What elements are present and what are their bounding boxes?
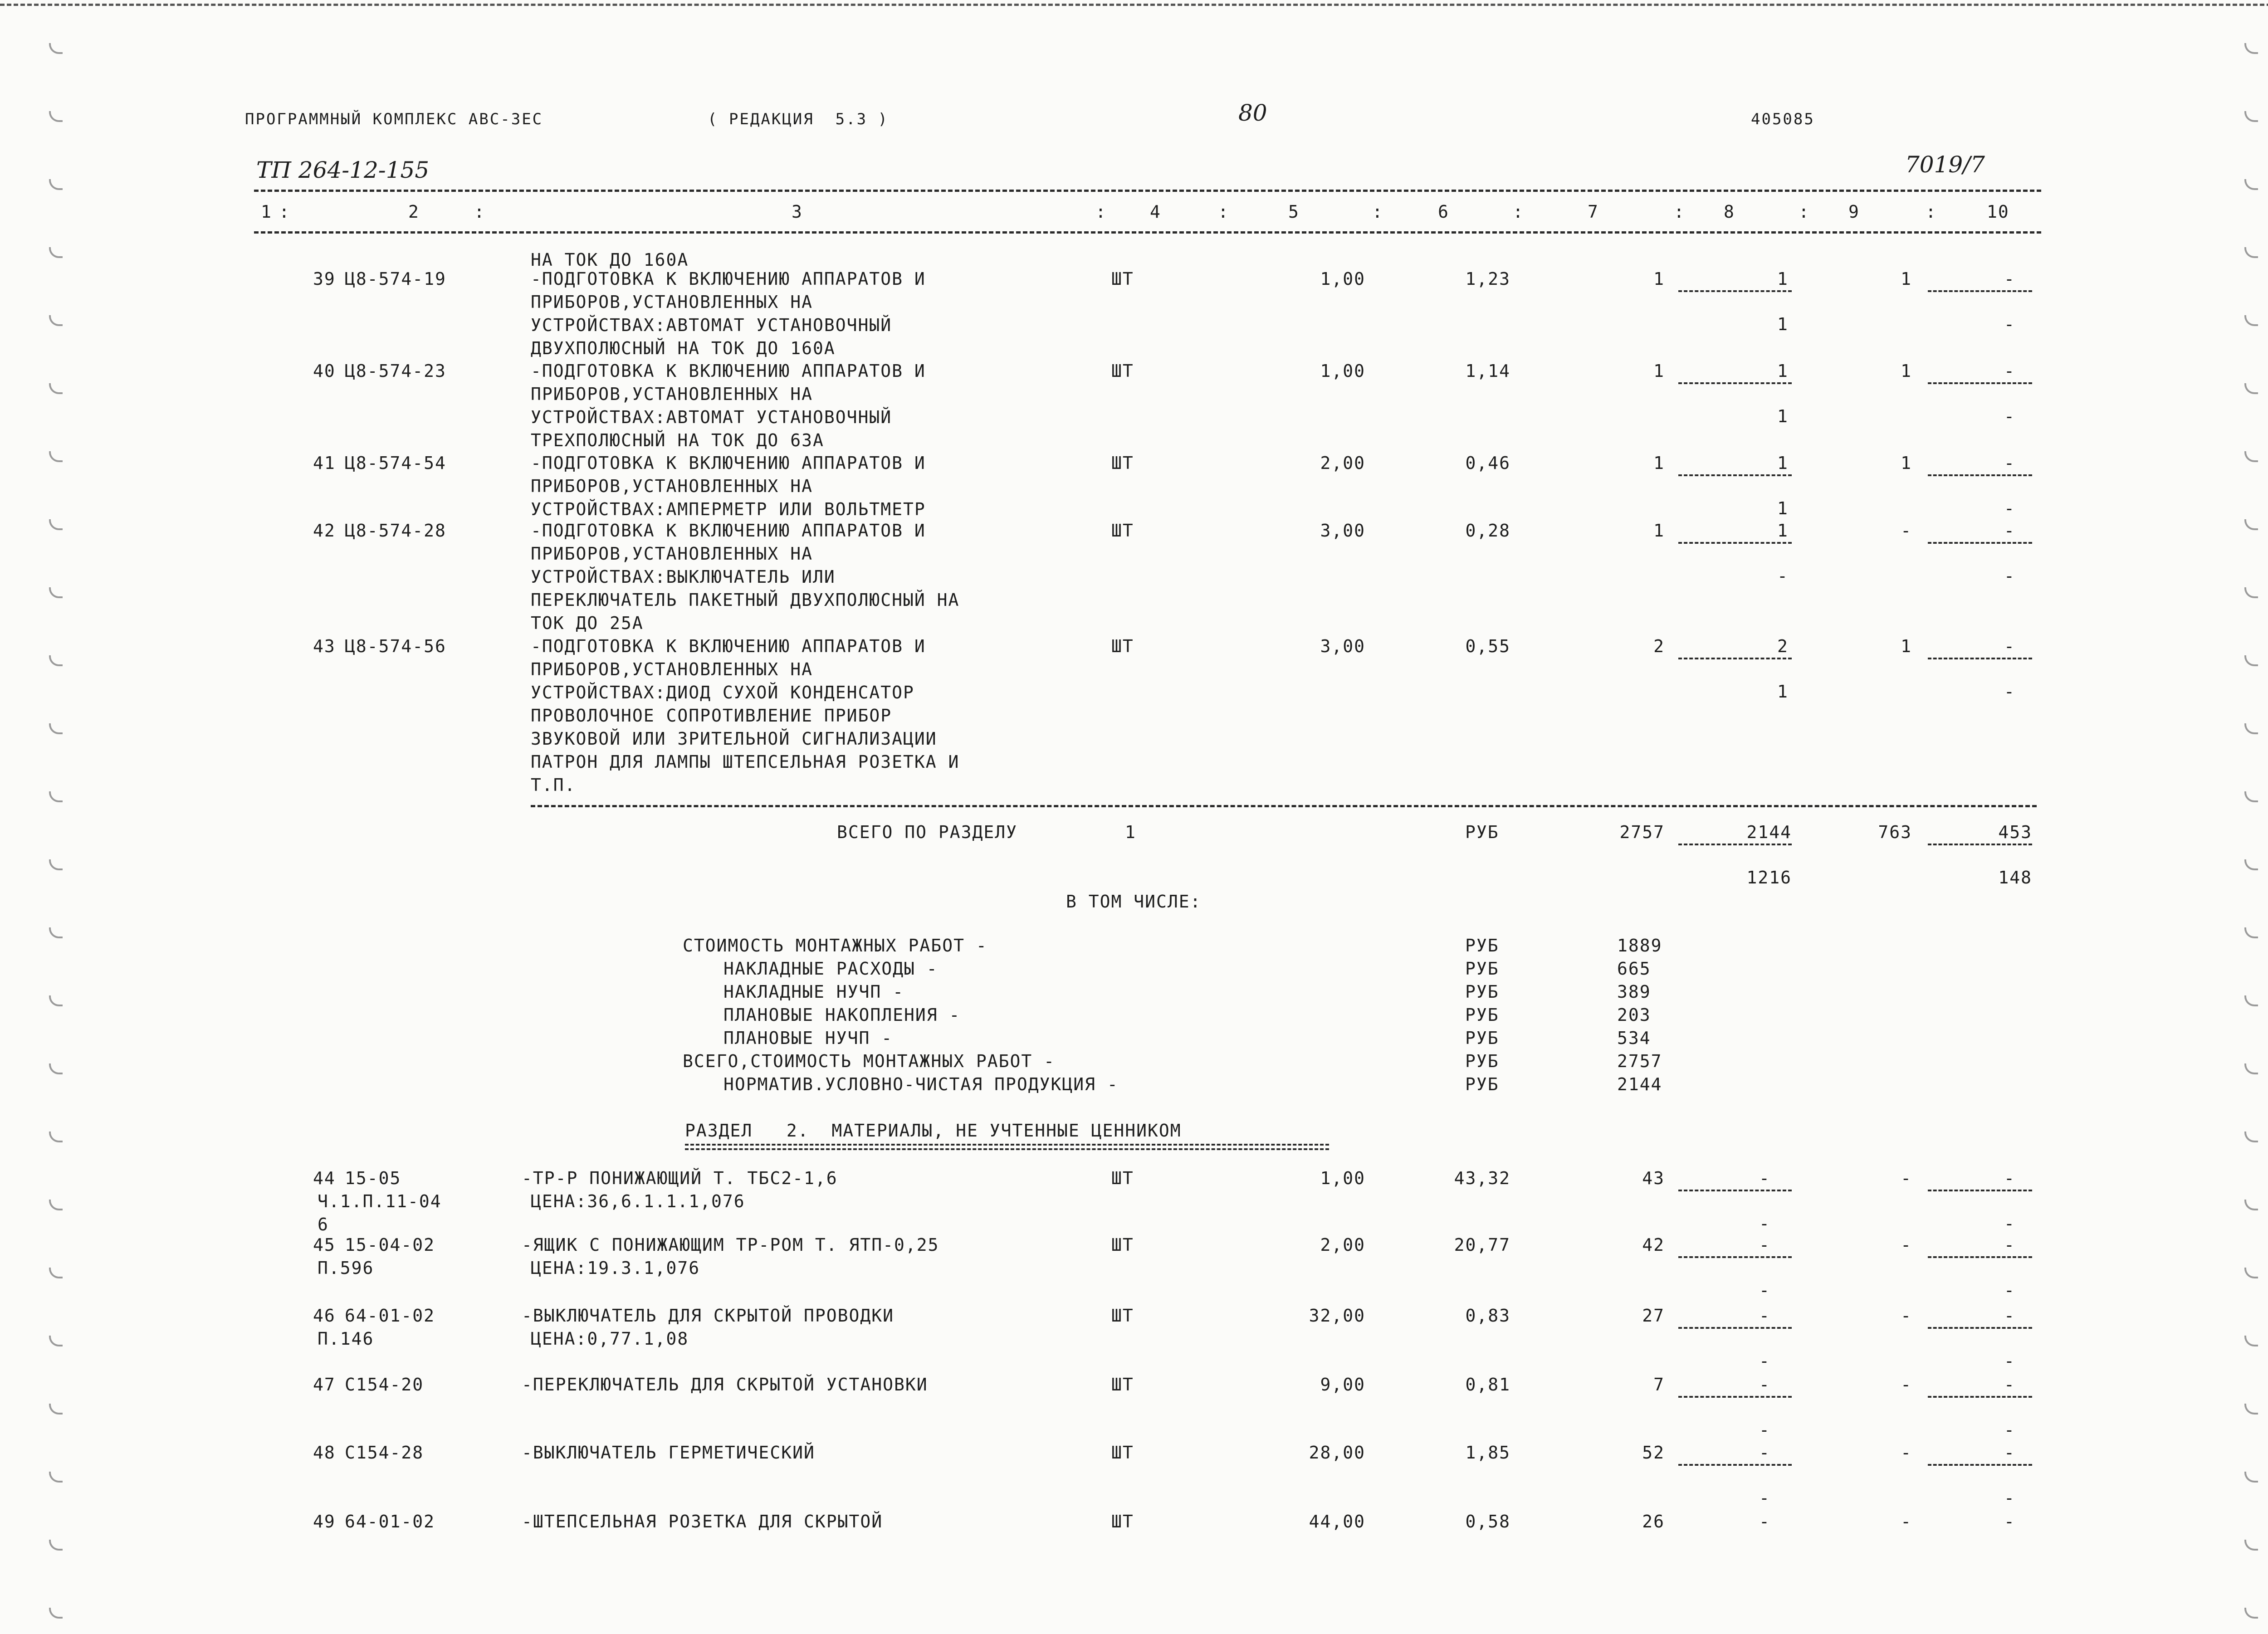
feed-hole-mark — [49, 587, 63, 598]
column-number-8: 8 — [1724, 202, 1735, 222]
total-machine-cost: 763 — [1878, 822, 1912, 842]
row-fraction-rule — [1678, 1464, 1792, 1466]
row-description: -ТР-Р ПОНИЖАЮЩИЙ Т. ТБС2-1,6 — [522, 1168, 838, 1188]
feed-hole-mark — [49, 1132, 63, 1142]
printer-paper-edge — [0, 4, 2268, 6]
row-unit-price: 0,46 — [1465, 453, 1510, 473]
row-code: Ц8-574-56 — [345, 636, 446, 656]
feed-hole-mark — [49, 519, 63, 530]
page-number: 80 — [1238, 100, 1267, 126]
row-number: 42 — [313, 521, 336, 541]
row-fraction-rule — [1678, 474, 1792, 476]
feed-hole-mark — [2244, 1132, 2258, 1142]
row-description: ПРИБОРОВ,УСТАНОВЛЕННЫХ НА — [531, 659, 813, 679]
breakdown-unit: РУБ — [1465, 959, 1499, 979]
column-number-1: 1 — [261, 202, 272, 222]
row-total-cost: 1 — [1653, 521, 1665, 541]
total-col10-bottom: 148 — [1998, 868, 2032, 888]
row-code: Ч.1.П.11-04 — [318, 1191, 442, 1211]
row-quantity: 44,00 — [1309, 1512, 1365, 1532]
row-unit-price: 43,32 — [1454, 1168, 1510, 1188]
row-quantity: 1,00 — [1320, 269, 1365, 289]
breakdown-unit: РУБ — [1465, 1028, 1499, 1048]
breakdown-label: НОРМАТИВ.УСЛОВНО-ЧИСТАЯ ПРОДУКЦИЯ - — [723, 1074, 1119, 1094]
row-wage-top: - — [1759, 1375, 1770, 1395]
sheet-reference: 7019/7 — [1905, 151, 1985, 178]
row-code: 64-01-02 — [345, 1306, 435, 1326]
row-col10-top: - — [2004, 1443, 2015, 1463]
row-fraction-rule — [1928, 542, 2032, 544]
row-col10-bottom: - — [2004, 1214, 2015, 1234]
total-wage-top: 2144 — [1746, 822, 1792, 842]
column-separator: : — [279, 202, 290, 222]
row-col10-bottom: - — [2004, 406, 2015, 426]
row-col10-top: - — [2004, 636, 2015, 656]
row-wage-top: - — [1759, 1235, 1770, 1255]
row-col10-top: - — [2004, 453, 2015, 473]
row-machine-cost: - — [1901, 1512, 1912, 1532]
row-col10-top: - — [2004, 1306, 2015, 1326]
row-unit-price: 20,77 — [1454, 1235, 1510, 1255]
feed-hole-mark — [49, 791, 63, 802]
column-number-2: 2 — [408, 202, 420, 222]
row-description: -ПОДГОТОВКА К ВКЛЮЧЕНИЮ АППАРАТОВ И — [531, 269, 926, 289]
breakdown-unit: РУБ — [1465, 936, 1499, 956]
row-wage-bottom: 1 — [1777, 406, 1789, 426]
row-col10-bottom: - — [2004, 314, 2015, 334]
row-col10-bottom: - — [2004, 682, 2015, 702]
row-machine-cost: - — [1901, 521, 1912, 541]
row-wage-top: - — [1759, 1512, 1770, 1532]
row-fraction-rule — [1678, 1256, 1792, 1258]
row-description: ПРИБОРОВ,УСТАНОВЛЕННЫХ НА — [531, 384, 813, 404]
row-description: УСТРОЙСТВАХ:ДИОД СУХОЙ КОНДЕНСАТОР — [531, 683, 914, 702]
column-separator: : — [1095, 202, 1107, 222]
row-unit-price: 1,23 — [1465, 269, 1510, 289]
row-wage-top: 1 — [1777, 361, 1789, 381]
row-unit: ШТ — [1111, 1512, 1134, 1532]
row-code: Ц8-574-19 — [345, 269, 446, 289]
total-section-number: 1 — [1125, 822, 1136, 842]
row-unit-price: 0,55 — [1465, 636, 1510, 656]
row-quantity: 1,00 — [1320, 1168, 1365, 1188]
row-unit: ШТ — [1111, 1168, 1134, 1188]
row-wage-bottom: 1 — [1777, 314, 1789, 334]
row-unit: ШТ — [1111, 521, 1134, 541]
feed-hole-mark — [2244, 587, 2258, 598]
feed-hole-mark — [49, 451, 63, 462]
row-wage-top: - — [1759, 1306, 1770, 1326]
breakdown-unit: РУБ — [1465, 1051, 1499, 1071]
row-wage-bottom: 1 — [1777, 682, 1789, 702]
row-wage-bottom: - — [1759, 1280, 1770, 1300]
row-total-cost: 27 — [1642, 1306, 1665, 1326]
breakdown-label: НАКЛАДНЫЕ РАСХОДЫ - — [723, 959, 938, 979]
row-fraction-rule — [1928, 1396, 2032, 1398]
row-machine-cost: - — [1901, 1443, 1912, 1463]
row-fraction-rule — [1928, 474, 2032, 476]
row-number: 49 — [313, 1512, 336, 1532]
row-unit-price: 1,14 — [1465, 361, 1510, 381]
document-code: 405085 — [1751, 110, 1815, 128]
row-description: ДВУХПОЛЮСНЫЙ НА ТОК ДО 160А — [531, 338, 836, 358]
row-code: П.596 — [318, 1258, 374, 1278]
row-description: ПРИБОРОВ,УСТАНОВЛЕННЫХ НА — [531, 476, 813, 496]
row-description: ПЕРЕКЛЮЧАТЕЛЬ ПАКЕТНЫЙ ДВУХПОЛЮСНЫЙ НА — [531, 590, 960, 610]
row-total-cost: 26 — [1642, 1512, 1665, 1532]
feed-hole-mark — [2244, 383, 2258, 394]
feed-hole-mark — [2244, 1608, 2258, 1619]
feed-hole-mark — [49, 1336, 63, 1346]
row-description: -ВЫКЛЮЧАТЕЛЬ ГЕРМЕТИЧЕСКИЙ — [522, 1443, 815, 1463]
row-quantity: 3,00 — [1320, 636, 1365, 656]
column-number-7: 7 — [1588, 202, 1599, 222]
row-unit: ШТ — [1111, 1375, 1134, 1395]
feed-hole-mark — [49, 1063, 63, 1074]
header-rule-top — [254, 190, 2041, 192]
row-unit: ШТ — [1111, 269, 1134, 289]
row-col10-bottom: - — [2004, 1280, 2015, 1300]
row-code: Ц8-574-23 — [345, 361, 446, 381]
feed-hole-mark — [49, 723, 63, 734]
row-unit: ШТ — [1111, 361, 1134, 381]
row-wage-top: 1 — [1777, 269, 1789, 289]
row-fraction-rule — [1928, 1464, 2032, 1466]
feed-hole-mark — [49, 859, 63, 870]
row-number: 41 — [313, 453, 336, 473]
row-quantity: 3,00 — [1320, 521, 1365, 541]
total-fraction-rule — [1928, 844, 2032, 845]
feed-hole-mark — [49, 315, 63, 326]
feed-hole-mark — [2244, 1063, 2258, 1074]
breakdown-label: НАКЛАДНЫЕ НУЧП - — [723, 982, 904, 1002]
column-separator: : — [1372, 202, 1383, 222]
lead-text: НА ТОК ДО 160А — [531, 250, 689, 270]
row-col10-top: - — [2004, 269, 2015, 289]
row-total-cost: 1 — [1653, 453, 1665, 473]
feed-hole-mark — [2244, 723, 2258, 734]
row-code: С154-20 — [345, 1375, 424, 1395]
row-description: -ПОДГОТОВКА К ВКЛЮЧЕНИЮ АППАРАТОВ И — [531, 453, 926, 473]
feed-hole-mark — [49, 43, 63, 54]
row-description: -ВЫКЛЮЧАТЕЛЬ ДЛЯ СКРЫТОЙ ПРОВОДКИ — [522, 1306, 894, 1326]
row-description: -ЯЩИК С ПОНИЖАЮЩИМ ТР-РОМ Т. ЯТП-0,25 — [522, 1235, 939, 1255]
breakdown-value: 1889 — [1617, 936, 1662, 956]
document-reference: ТП 264-12-155 — [256, 157, 430, 183]
row-col10-bottom: - — [2004, 1351, 2015, 1371]
row-col10-bottom: - — [2004, 566, 2015, 586]
row-quantity: 9,00 — [1320, 1375, 1365, 1395]
row-total-cost: 1 — [1653, 269, 1665, 289]
row-col10-top: - — [2004, 1375, 2015, 1395]
program-title: ПРОГРАММНЫЙ КОМПЛЕКС АВС-3ЕС — [245, 110, 543, 128]
row-description: ЗВУКОВОЙ ИЛИ ЗРИТЕЛЬНОЙ СИГНАЛИЗАЦИИ — [531, 729, 937, 749]
row-machine-cost: 1 — [1901, 636, 1912, 656]
breakdown-value: 665 — [1617, 959, 1651, 979]
feed-hole-mark — [2244, 179, 2258, 190]
row-unit-price: 1,85 — [1465, 1443, 1510, 1463]
column-separator: : — [1513, 202, 1524, 222]
row-fraction-rule — [1928, 658, 2032, 659]
row-total-cost: 43 — [1642, 1168, 1665, 1188]
row-unit-price: 0,58 — [1465, 1512, 1510, 1532]
row-code: 15-04-02 — [345, 1235, 435, 1255]
column-number-9: 9 — [1848, 202, 1860, 222]
feed-hole-mark — [49, 995, 63, 1006]
feed-hole-mark — [2244, 655, 2258, 666]
row-number: 40 — [313, 361, 336, 381]
row-fraction-rule — [1678, 290, 1792, 292]
row-number: 45 — [313, 1235, 336, 1255]
breakdown-value: 2144 — [1617, 1074, 1662, 1094]
feed-hole-mark — [49, 111, 63, 122]
row-quantity: 1,00 — [1320, 361, 1365, 381]
row-fraction-rule — [1928, 1256, 2032, 1258]
row-description: -ШТЕПСЕЛЬНАЯ РОЗЕТКА ДЛЯ СКРЫТОЙ — [522, 1512, 883, 1532]
column-number-3: 3 — [792, 202, 803, 222]
total-rule — [531, 805, 2037, 807]
row-description: ЦЕНА:0,77.1,08 — [531, 1329, 689, 1349]
row-unit: ШТ — [1111, 453, 1134, 473]
row-wage-bottom: 1 — [1777, 498, 1789, 518]
row-total-cost: 1 — [1653, 361, 1665, 381]
row-wage-top: - — [1759, 1443, 1770, 1463]
row-number: 43 — [313, 636, 336, 656]
row-fraction-rule — [1678, 542, 1792, 544]
row-wage-bottom: - — [1759, 1351, 1770, 1371]
row-description: ЦЕНА:36,6.1.1.1,076 — [531, 1191, 745, 1211]
row-col10-bottom: - — [2004, 1420, 2015, 1440]
row-description: -ПОДГОТОВКА К ВКЛЮЧЕНИЮ АППАРАТОВ И — [531, 636, 926, 656]
row-description: ПАТРОН ДЛЯ ЛАМПЫ ШТЕПСЕЛЬНАЯ РОЗЕТКА И — [531, 752, 960, 772]
row-col10-top: - — [2004, 361, 2015, 381]
row-code: Ц8-574-54 — [345, 453, 446, 473]
feed-hole-mark — [49, 1540, 63, 1551]
column-separator: : — [1799, 202, 1810, 222]
breakdown-label: ВСЕГО,СТОИМОСТЬ МОНТАЖНЫХ РАБОТ - — [683, 1051, 1055, 1071]
breakdown-label: СТОИМОСТЬ МОНТАЖНЫХ РАБОТ - — [683, 936, 987, 956]
row-description: ТРЕХПОЛЮСНЫЙ НА ТОК ДО 63А — [531, 430, 824, 450]
row-wage-top: 1 — [1777, 521, 1789, 541]
section-2-title: РАЗДЕЛ 2. МАТЕРИАЛЫ, НЕ УЧТЕННЫЕ ЦЕННИКОМ — [685, 1121, 1182, 1141]
row-fraction-rule — [1928, 1327, 2032, 1329]
total-cost: 2757 — [1619, 822, 1665, 842]
feed-hole-mark — [2244, 927, 2258, 938]
feed-hole-mark — [49, 1404, 63, 1415]
row-fraction-rule — [1678, 1396, 1792, 1398]
feed-hole-mark — [2244, 519, 2258, 530]
row-fraction-rule — [1678, 382, 1792, 384]
row-description: УСТРОЙСТВАХ:АВТОМАТ УСТАНОВОЧНЫЙ — [531, 407, 892, 427]
section-2-title-underline — [685, 1144, 1329, 1150]
feed-hole-mark — [2244, 315, 2258, 326]
feed-hole-mark — [49, 655, 63, 666]
row-machine-cost: - — [1901, 1235, 1912, 1255]
row-quantity: 28,00 — [1309, 1443, 1365, 1463]
row-wage-bottom: - — [1759, 1420, 1770, 1440]
row-total-cost: 42 — [1642, 1235, 1665, 1255]
row-fraction-rule — [1928, 382, 2032, 384]
row-machine-cost: - — [1901, 1375, 1912, 1395]
feed-hole-mark — [2244, 1336, 2258, 1346]
row-unit: ШТ — [1111, 636, 1134, 656]
row-unit-price: 0,81 — [1465, 1375, 1510, 1395]
column-number-6: 6 — [1438, 202, 1449, 222]
row-fraction-rule — [1928, 290, 2032, 292]
breakdown-unit: РУБ — [1465, 982, 1499, 1002]
feed-hole-mark — [2244, 1472, 2258, 1483]
row-col10-top: - — [2004, 1235, 2015, 1255]
row-unit: ШТ — [1111, 1235, 1134, 1255]
row-number: 46 — [313, 1306, 336, 1326]
row-description: ЦЕНА:19.3.1,076 — [531, 1258, 700, 1278]
total-fraction-rule — [1678, 844, 1792, 845]
row-quantity: 2,00 — [1320, 453, 1365, 473]
column-separator: : — [474, 202, 485, 222]
row-machine-cost: - — [1901, 1168, 1912, 1188]
feed-hole-mark — [2244, 111, 2258, 122]
feed-hole-mark — [2244, 859, 2258, 870]
feed-hole-mark — [49, 383, 63, 394]
feed-hole-mark — [2244, 247, 2258, 258]
row-unit: ШТ — [1111, 1306, 1134, 1326]
row-wage-bottom: - — [1777, 566, 1789, 586]
row-description: УСТРОЙСТВАХ:АМПЕРМЕТР ИЛИ ВОЛЬТМЕТР — [531, 499, 926, 519]
edition-label: ( РЕДАКЦИЯ 5.3 ) — [708, 110, 889, 128]
row-quantity: 2,00 — [1320, 1235, 1365, 1255]
feed-hole-mark — [49, 1200, 63, 1210]
feed-hole-mark — [49, 1268, 63, 1278]
row-code: Ц8-574-28 — [345, 521, 446, 541]
breakdown-label: ПЛАНОВЫЕ НАКОПЛЕНИЯ - — [723, 1005, 961, 1025]
breakdown-value: 534 — [1617, 1028, 1651, 1048]
row-machine-cost: 1 — [1901, 269, 1912, 289]
row-description: ТОК ДО 25А — [531, 613, 644, 633]
header-rule-bottom — [254, 231, 2041, 234]
feed-hole-mark — [2244, 1200, 2258, 1210]
row-code: 6 — [318, 1215, 329, 1234]
row-unit-price: 0,28 — [1465, 521, 1510, 541]
total-col10-top: 453 — [1998, 822, 2032, 842]
row-number: 44 — [313, 1168, 336, 1188]
row-fraction-rule — [1678, 1327, 1792, 1329]
row-unit-price: 0,83 — [1465, 1306, 1510, 1326]
row-unit: ШТ — [1111, 1443, 1134, 1463]
feed-hole-mark — [49, 1472, 63, 1483]
feed-hole-mark — [2244, 1540, 2258, 1551]
row-number: 39 — [313, 269, 336, 289]
total-label: ВСЕГО ПО РАЗДЕЛУ — [837, 822, 1018, 842]
breakdown-unit: РУБ — [1465, 1074, 1499, 1094]
row-number: 48 — [313, 1443, 336, 1463]
feed-hole-mark — [2244, 995, 2258, 1006]
row-description: ПРИБОРОВ,УСТАНОВЛЕННЫХ НА — [531, 292, 813, 312]
row-total-cost: 7 — [1653, 1375, 1665, 1395]
breakdown-value: 2757 — [1617, 1051, 1662, 1071]
row-total-cost: 2 — [1653, 636, 1665, 656]
row-code: 15-05 — [345, 1168, 401, 1188]
row-col10-bottom: - — [2004, 498, 2015, 518]
column-number-5: 5 — [1288, 202, 1300, 222]
row-machine-cost: 1 — [1901, 361, 1912, 381]
row-description: Т.П. — [531, 775, 576, 795]
row-code: П.146 — [318, 1329, 374, 1349]
row-machine-cost: 1 — [1901, 453, 1912, 473]
feed-hole-mark — [49, 927, 63, 938]
row-description: -ПОДГОТОВКА К ВКЛЮЧЕНИЮ АППАРАТОВ И — [531, 361, 926, 381]
row-wage-bottom: - — [1759, 1488, 1770, 1508]
row-fraction-rule — [1928, 1190, 2032, 1191]
row-fraction-rule — [1678, 658, 1792, 659]
row-description: -ПОДГОТОВКА К ВКЛЮЧЕНИЮ АППАРАТОВ И — [531, 521, 926, 541]
feed-hole-mark — [2244, 451, 2258, 462]
feed-hole-mark — [2244, 43, 2258, 54]
breakdown-value: 203 — [1617, 1005, 1651, 1025]
column-separator: : — [1674, 202, 1685, 222]
row-col10-top: - — [2004, 1168, 2015, 1188]
feed-hole-mark — [2244, 1268, 2258, 1278]
column-number-4: 4 — [1150, 202, 1161, 222]
row-description: УСТРОЙСТВАХ:АВТОМАТ УСТАНОВОЧНЫЙ — [531, 315, 892, 335]
feed-hole-mark — [49, 247, 63, 258]
row-col10-top: - — [2004, 1512, 2015, 1532]
row-col10-bottom: - — [2004, 1488, 2015, 1508]
row-code: 64-01-02 — [345, 1512, 435, 1532]
row-description: УСТРОЙСТВАХ:ВЫКЛЮЧАТЕЛЬ ИЛИ — [531, 567, 836, 587]
row-total-cost: 52 — [1642, 1443, 1665, 1463]
breakdown-label: ПЛАНОВЫЕ НУЧП - — [723, 1028, 893, 1048]
column-number-10: 10 — [1987, 202, 2009, 222]
row-code: С154-28 — [345, 1443, 424, 1463]
row-number: 47 — [313, 1375, 336, 1395]
row-wage-bottom: - — [1759, 1214, 1770, 1234]
row-description: -ПЕРЕКЛЮЧАТЕЛЬ ДЛЯ СКРЫТОЙ УСТАНОВКИ — [522, 1375, 928, 1395]
row-wage-top: 1 — [1777, 453, 1789, 473]
feed-hole-mark — [49, 1608, 63, 1619]
row-machine-cost: - — [1901, 1306, 1912, 1326]
breakdown-value: 389 — [1617, 982, 1651, 1002]
row-description: ПРОВОЛОЧНОЕ СОПРОТИВЛЕНИЕ ПРИБОР — [531, 706, 892, 726]
row-wage-top: 2 — [1777, 636, 1789, 656]
total-unit: РУБ — [1465, 822, 1499, 842]
feed-hole-mark — [49, 179, 63, 190]
feed-hole-mark — [2244, 1404, 2258, 1415]
row-col10-top: - — [2004, 521, 2015, 541]
column-separator: : — [1218, 202, 1229, 222]
including-label: В ТОМ ЧИСЛЕ: — [1066, 892, 1202, 912]
row-fraction-rule — [1678, 1190, 1792, 1191]
row-description: ПРИБОРОВ,УСТАНОВЛЕННЫХ НА — [531, 544, 813, 564]
row-wage-top: - — [1759, 1168, 1770, 1188]
feed-hole-mark — [2244, 791, 2258, 802]
column-separator: : — [1926, 202, 1937, 222]
breakdown-unit: РУБ — [1465, 1005, 1499, 1025]
row-quantity: 32,00 — [1309, 1306, 1365, 1326]
total-wage-bottom: 1216 — [1746, 868, 1792, 888]
